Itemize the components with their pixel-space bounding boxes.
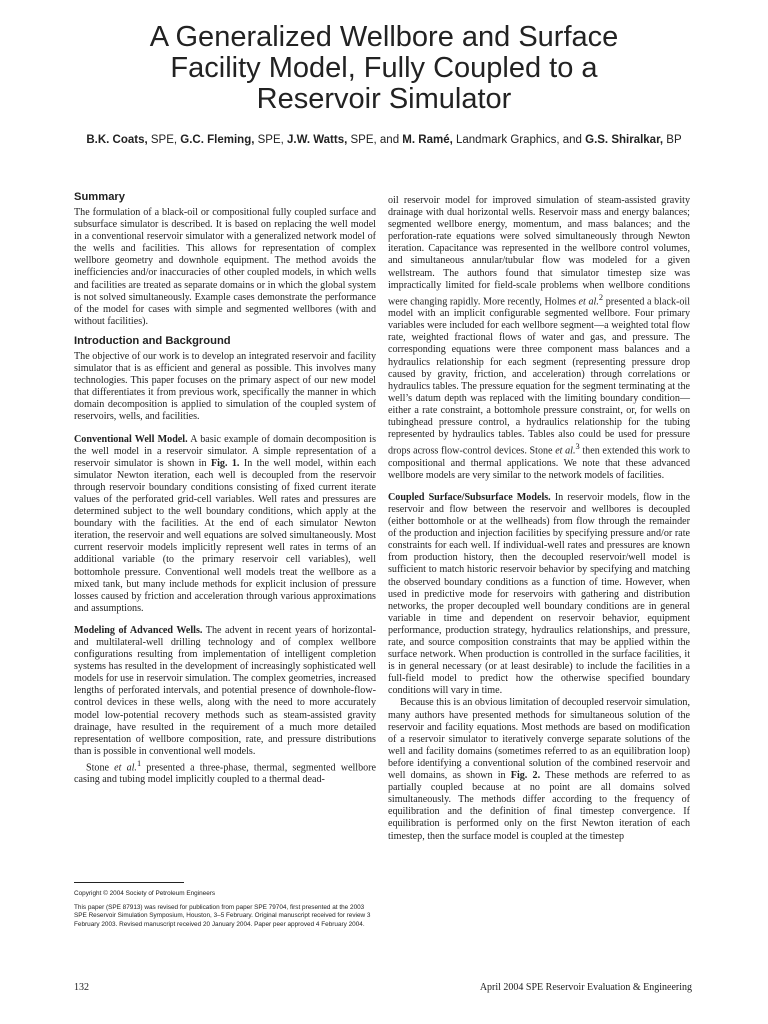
et-al: et al. — [578, 296, 599, 308]
fig-2-reference: Fig. 2. — [510, 770, 541, 782]
stone-text: presented a three-phase, thermal, segmented wellbore casing and tubing model implicitly coupled to a thermal dead- — [74, 762, 377, 786]
coupled-paragraph — [388, 492, 690, 698]
citation-ref: 2 — [598, 292, 604, 302]
author-affiliation: SPE, and — [347, 134, 403, 146]
citation-ref: 1 — [136, 758, 142, 768]
body-text: Because this is an obvious limitation of decoupled reservoir simulation, many authors have presented methods for simultaneous solution of the reservoir and facility equations. Most methods are based on modification of a reservoir simulator to iteratively converge separate solutions of the well and facility domains (sometimes referred to as an equilibration loop) before identifying a conventional solution of the combined reservoir and well domains, as shown in — [388, 697, 690, 782]
conventional-heading: Conventional Well Model. — [74, 433, 188, 445]
body-text: oil reservoir model for improved simulation of steam-assisted gravity drainage with dual horizontal wells. Reservoir mass and energy balances; segmented wellbore energy, momentum, and mass balances; and the perforation-rate equations were solved simultaneously through Newton iteration. Capacitance was represented in the wellbore control volumes, and simultaneous annular/tubular flow was modeled for a given wellstream. The authors found that simulator timestep size was impractically limited for field-scale problems when wellbore conditions were changing rapidly. More recently, Holmes — [388, 195, 690, 308]
right-paragraph-3 — [388, 697, 690, 842]
et-al: et al. — [114, 762, 137, 774]
fig-1-reference: Fig. 1. — [210, 457, 240, 469]
author-affiliation: SPE, — [254, 134, 288, 146]
conventional-text: In the well model, within each simulator Newton iteration, each well is decoupled from the reservoir through reservoir boundary conditions consisting of fixed current iterate values of the perforated grid-cell variables. Well rates and pressures are determined subject to the well boundary conditions, which apply at the boundary with the facilities. At the end of each simulator Newton iteration, the reservoir and well equations are solved simultaneously. Most current reservoir models implicitly represent well rates in terms of an additional variable (to the primary reservoir cell variables), well bottomhole pressure. Conventional well models treat the wellbore as a mixed tank, but many include methods for explicit inclusion of pressure losses caused by friction and acceleration through various approximations and assumptions. — [74, 457, 376, 614]
author-affiliation: BP — [663, 134, 682, 146]
author-affiliation: SPE, — [147, 134, 181, 146]
coupled-text: In reservoir models, flow in the reservoir and flow between the reservoir and wellbores is decoupled (either bottomhole or at the wellheads) from flow through the remainder of the production and injection facilities by specifying pressure and/or rate constraints for each well. If individual-well rates and pressures are known from production history, then the decoupled reservoir/well model is sufficient to match historic reservoir behavior by specifying and matching the observed boundary conditions as a function of time. However, when used in predictive mode for reservoirs with gathering and distribution networks, the proper decoupled well boundary conditions are in general variable in time and dependent on reservoir behavior, equipment performance, production strategy, hydraulics relationships, and pressure, rate, and source composition constraints that may be applied within the surface network. When production is controlled in the surface facilities, it is in general necessary (or at least desirable) to include the facilities in a full-field model to predict how the otherwise specified boundary conditions will vary in time. — [388, 491, 690, 697]
intro-text: The objective of our work is to develop an integrated reservoir and facility simulator that is as efficient and general as possible. This involves many technologies. This paper focuses on the primary aspect of our new model that differentiates it from previous work, specifically the manner in which domain decomposition is applied to simulation of the coupled system of reservoirs, wells, and facilities. — [74, 350, 376, 423]
body-text: presented a black-oil model with an implicit configurable segmented wellbore. Four primary variables were included for each wellbore segment—a weighted total flow rate, weighted fractional flows of water and gas, and pressure. The corresponding equations were three component mass balances and a hydraulics relationship for each segment (representing pressure drop caused by gravity, friction, and acceleration) through correlations or hydraulics tables. The pressure equation for the segment terminating at the well’s datum depth was replaced with the limiting boundary condition—either a rate constraint, a bottomhole pressure constraint, or, for wells on tubinghead pressure control, a hydraulics relationship for the tubing represented by hydraulics tables. Tables also could be used for pressure drops across flow-control devices. Stone — [388, 296, 691, 457]
summary-heading: Summary — [74, 191, 125, 203]
title-line-3: Reservoir Simulator — [256, 83, 512, 115]
author-name: G.C. Fleming, — [180, 134, 255, 146]
author-affiliation: Landmark Graphics, and — [452, 134, 586, 146]
paper-title — [60, 22, 708, 115]
conventional-text: A basic example of domain decomposition is the well model in a reservoir simulator. A simple representation of a reservoir simulator is shown in — [74, 433, 376, 469]
footnotes — [74, 882, 376, 934]
et-al: et al. — [555, 445, 576, 457]
author-name: J.W. Watts, — [287, 134, 348, 146]
advanced-heading: Modeling of Advanced Wells. — [74, 624, 203, 636]
author-name: B.K. Coats, — [86, 134, 148, 146]
right-paragraph-1 — [388, 195, 690, 482]
right-column — [388, 195, 690, 843]
title-line-1: A Generalized Wellbore and Surface — [149, 21, 619, 53]
coupled-heading: Coupled Surface/Subsurface Models. — [388, 491, 551, 503]
body-text: then extended this work to compositional and thermal applications. We note that these advanced wellbore models are very similar to the network models of facilities. — [388, 445, 691, 481]
title-line-2: Facility Model, Fully Coupled to a — [170, 52, 598, 84]
advanced-text: The advent in recent years of horizontal- and multilateral-well drilling technology and of complex wellbore configurations resulting from implementation of intelligent completion systems has resulted in the development of increasingly sophisticated well models for use in reservoir simulation. The complex geometries, increased lengths of perforated intervals, and potential presence of downhole-flow-control devices in these wells, along with the need to more accurately model low-potential recovery methods such as steam-assisted gravity drainage, have resulted in the requirement of a much more detailed representation of wellbore composition, rate, and pressure distributions than is possible in conventional well models. — [74, 624, 376, 757]
copyright-note: Copyright © 2004 Society of Petroleum Engineers — [74, 890, 216, 897]
body-text: These methods are referred to as partially coupled because at no point are all domains solved simultaneously. The methods differ according to the frequency of equilibration and the definition of final timestep convergence. If equilibration is performed only on the first Newton iteration of each timestep, then the surface model is coupled at the timestep — [388, 770, 691, 842]
page-number: 132 — [74, 982, 89, 993]
stone-text: Stone — [86, 762, 115, 774]
summary-text: The formulation of a black-oil or compositional fully coupled surface and subsurface simulator is described. It is based on replacing the well model in a conventional reservoir simulator with a generalized network model of the wells and facilities. This allows for representation of complex wellbore geometry and downhole equipment. The method avoids the inefficiencies and/or inaccuracies of other coupled models, in which wells and facilities are treated as separate domains or in which the global system is not solved simultaneously. Example cases demonstrate the performance of the model for cases with simple and segmented wellbores (with and without facilities). — [74, 207, 376, 327]
citation-ref: 3 — [575, 442, 580, 452]
author-name: M. Ramé, — [402, 134, 453, 146]
conventional-paragraph — [74, 434, 376, 615]
advanced-paragraph — [74, 625, 376, 758]
left-column — [74, 190, 376, 786]
journal-footer: April 2004 SPE Reservoir Evaluation & Engineering — [479, 982, 692, 993]
history-note: This paper (SPE 87913) was revised for publication from paper SPE 79704, first presented at the 2003 SPE Reservoir Simulation Symposium, Houston, 3–5 February. Original manuscript received for review 3 February 2003. Revised manuscript received 20 January 2004. Paper peer approved 4 February 2004. — [74, 903, 371, 928]
intro-heading: Introduction and Background — [74, 334, 231, 347]
footnote-rule — [74, 882, 184, 883]
stone-paragraph — [74, 758, 376, 787]
author-line — [40, 134, 728, 146]
author-name: G.S. Shiralkar, — [585, 134, 664, 146]
